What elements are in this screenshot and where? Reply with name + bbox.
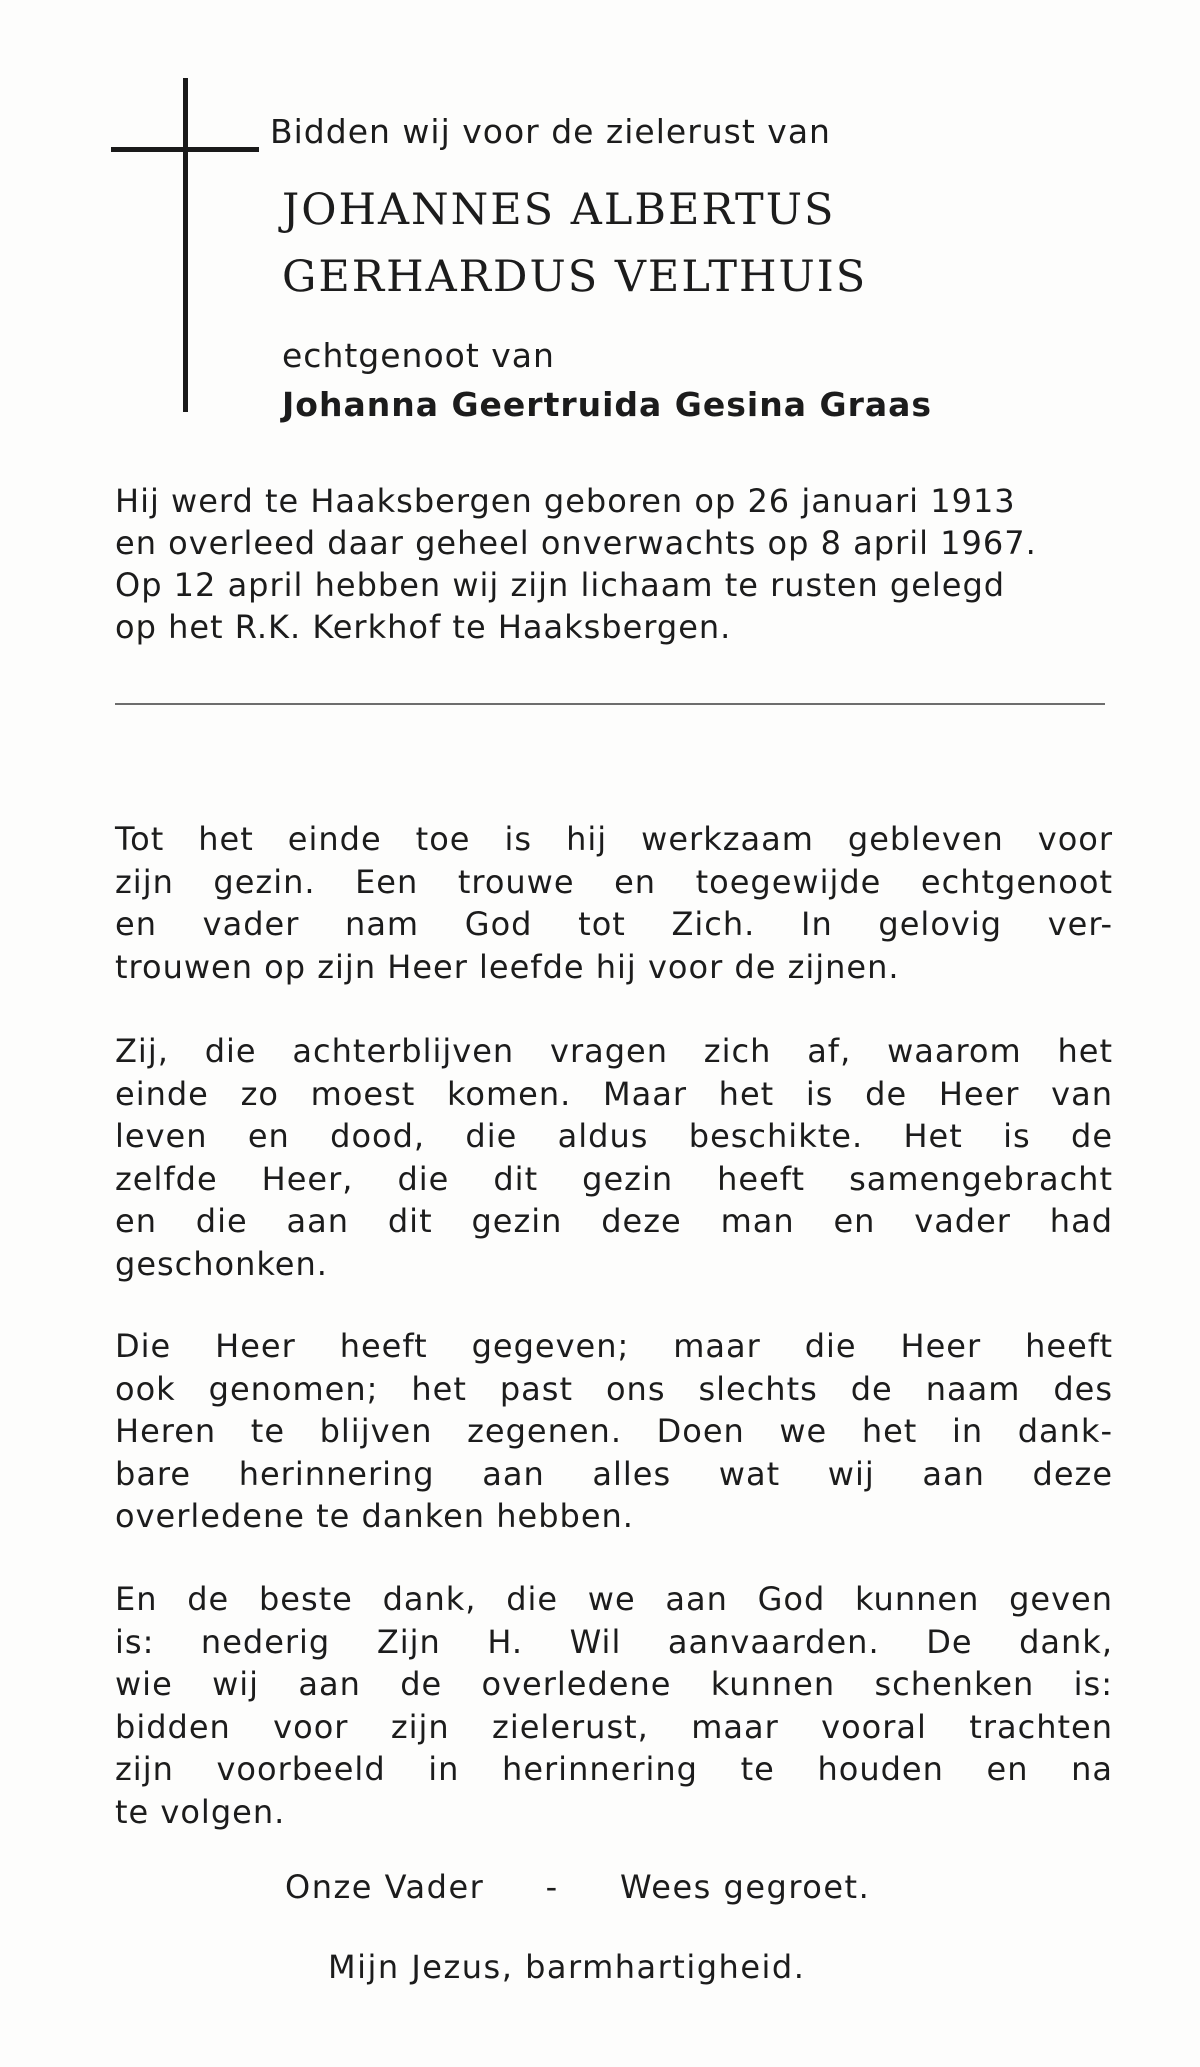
prayer-separator: -	[545, 1868, 559, 1906]
text-line: overledene te danken hebben.	[115, 1497, 634, 1535]
text-line: zijn voorbeeld in herinnering te houden en na	[115, 1750, 1113, 1788]
prayer-our-father: Onze Vader	[285, 1868, 485, 1906]
text-line: wie wij aan de overledene kunnen schenken is:	[115, 1665, 1113, 1703]
text-line: bare herinnering aan alles wat wij aan deze	[115, 1454, 1113, 1493]
text-line: is: nederig Zijn H. Wil aanvaarden. De dank,	[115, 1622, 1113, 1661]
cross-icon	[183, 78, 188, 412]
text-line: en vader nam God tot Zich. In gelovig ver-	[115, 905, 1113, 943]
text-line: einde zo moest komen. Maar het is de Heer van	[115, 1074, 1113, 1113]
bio-line: Hij werd te Haaksbergen geboren op 26 januari 1913	[115, 482, 1016, 520]
cross-icon-bar	[111, 147, 259, 152]
closing-prayer: Mijn Jezus, barmhartigheid.	[328, 1948, 806, 1986]
text-line: zelfde Heer, die dit gezin heeft samengebracht	[115, 1159, 1113, 1198]
divider-line	[115, 703, 1105, 705]
text-line: zijn gezin. Een trouwe en toegewijde echtgenoot	[115, 862, 1113, 901]
deceased-name-line-1: JOHANNES ALBERTUS	[282, 185, 836, 235]
prayer-hail-mary: Wees gegroet.	[620, 1868, 871, 1906]
text-line: en die aan dit gezin deze man en vader had	[115, 1202, 1113, 1240]
paragraph-1	[115, 818, 1113, 988]
prayer-line	[285, 1868, 870, 1906]
text-line: En de beste dank, die we aan God kunnen geven	[115, 1580, 1113, 1618]
spouse-name: Johanna Geertruida Gesina Graas	[282, 385, 933, 424]
deceased-name-line-2: GERHARDUS VELTHUIS	[282, 252, 868, 302]
text-line: bidden voor zijn zielerust, maar vooral trachten	[115, 1707, 1113, 1746]
text-line: leven en dood, die aldus beschikte. Het is de	[115, 1117, 1113, 1155]
spouse-label: echtgenoot van	[282, 336, 555, 375]
intro-text: Bidden wij voor de zielerust van	[270, 112, 831, 151]
text-line: Die Heer heeft gegeven; maar die Heer heeft	[115, 1327, 1113, 1365]
text-line: te volgen.	[115, 1792, 286, 1831]
text-line: Tot het einde toe is hij werkzaam gebleven voor	[115, 820, 1113, 858]
text-line: ook genomen; het past ons slechts de naam des	[115, 1369, 1113, 1408]
text-line: trouwen op zijn Heer leefde hij voor de zijnen.	[115, 947, 900, 986]
bio-line: Op 12 april hebben wij zijn lichaam te rusten gelegd	[115, 566, 1006, 604]
text-line: Zij, die achterblijven vragen zich af, waarom het	[115, 1032, 1113, 1070]
paragraph-3	[115, 1325, 1113, 1538]
paragraph-4	[115, 1578, 1113, 1833]
bio-line: op het R.K. Kerkhof te Haaksbergen.	[115, 608, 732, 646]
bio-line: en overleed daar geheel onverwachts op 8 april 1967.	[115, 524, 1037, 562]
paragraph-2	[115, 1030, 1113, 1285]
biography-block	[115, 480, 1115, 648]
text-line: geschonken.	[115, 1244, 328, 1283]
text-line: Heren te blijven zegenen. Doen we het in dank-	[115, 1412, 1113, 1450]
